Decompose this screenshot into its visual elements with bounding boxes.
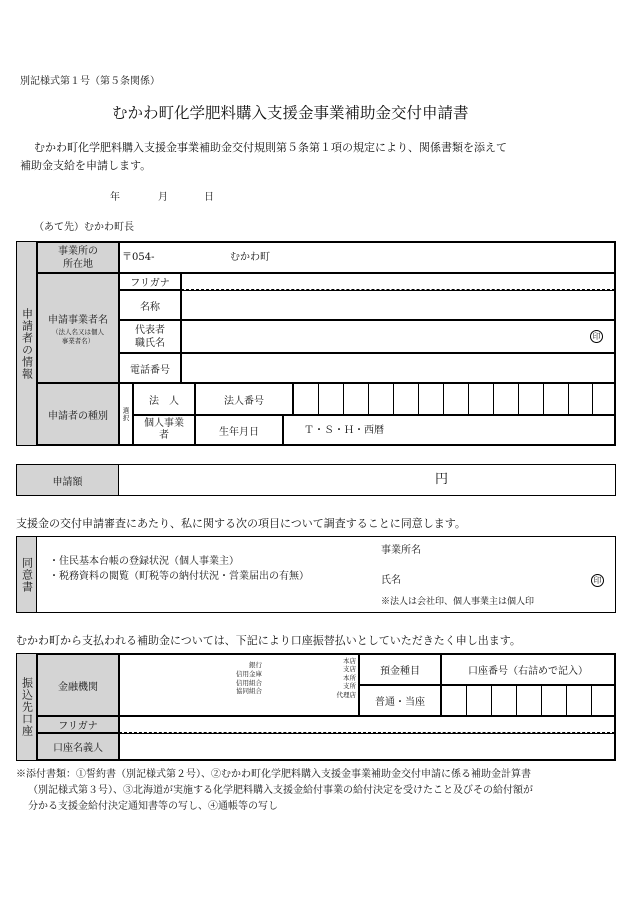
amount-input[interactable] — [119, 465, 615, 495]
yen-unit: 円 — [435, 472, 449, 487]
meisho-label: 名称 — [119, 290, 181, 320]
account-holder-input[interactable] — [119, 733, 615, 760]
phone-label: 電話番号 — [119, 353, 181, 383]
phone-input[interactable] — [181, 353, 615, 383]
consent-section-label: 同意書 — [17, 537, 37, 612]
applicant-name-label: 申請事業者名 （法人名又は個人 事業者名） — [37, 273, 119, 383]
bank-section-label: 振込先口座 — [17, 654, 37, 760]
birthdate-input[interactable] — [283, 415, 615, 445]
footnote-line2: （別記様式第３号）、③北海道が実施する化学肥料購入支援金給付事業の給付決定を受けたこと及びその給付額が — [28, 785, 533, 796]
institution-input[interactable] — [119, 654, 359, 716]
consent-name-label: 氏名 — [381, 575, 401, 586]
amount-table — [16, 464, 616, 496]
consent-item-1: ・住民基本台帳の登録状況（個人事業主） — [49, 556, 239, 567]
account-number-input[interactable] — [441, 685, 615, 716]
consent-item-2: ・税務資料の閲覧（町税等の納付状況・営業届出の有無） — [49, 571, 309, 582]
deposit-type-label: 預金種目 — [359, 654, 441, 685]
date-year-label: 年 — [110, 192, 120, 203]
date-month-label: 月 — [158, 192, 168, 203]
furigana-label: フリガナ — [119, 273, 181, 290]
office-location-label: 事業所の 所在地 — [37, 242, 119, 273]
consent-heading: 支援金の交付申請審査にあたり、私に関する次の項目について調査することに同意します。 — [16, 517, 466, 530]
amount-label: 申請額 — [17, 465, 119, 495]
addressee: （あて先）むかわ町長 — [34, 222, 134, 233]
branch-type-list: 本店 支店 本所 支所 代理店 — [336, 657, 356, 699]
individual-option[interactable]: 個人事業 者 — [133, 415, 195, 445]
corporate-number-label: 法人番号 — [195, 383, 293, 415]
deposit-type-options[interactable]: 普通・当座 — [359, 685, 441, 716]
footnote-line1: ※添付書類：①誓約書（別記様式第２号）、②むかわ町化学肥料購入支援金事業補助金交付申請に係る補助金計算書 — [16, 769, 531, 780]
town-name: むかわ町 — [230, 252, 270, 263]
institution-label: 金融機関 — [37, 654, 119, 716]
seal-mark-icon: 印 — [590, 330, 603, 343]
bank-heading: むかわ町から支払われる補助金については、下記により口座振替払いとしていただきたく申し出ます。 — [16, 634, 521, 647]
consent-seal-icon: 印 — [591, 574, 604, 587]
consent-seal-note: ※法人は会社印、個人事業主は個人印 — [381, 597, 535, 607]
birthdate-label: 生年月日 — [195, 415, 283, 445]
postal-code: 〒054- — [122, 252, 155, 263]
form-number: 別記様式第１号（第５条関係） — [20, 76, 160, 87]
account-number-label: 口座番号（右詰めで記入） — [441, 654, 615, 685]
corporate-number-input[interactable] — [293, 383, 615, 415]
applicant-section-label: 申請者の情報 — [17, 242, 37, 445]
corporation-option[interactable]: 法 人 — [133, 383, 195, 415]
bank-table — [16, 653, 616, 761]
date-day-label: 日 — [204, 192, 214, 203]
select-label: 選択 — [119, 383, 133, 445]
intro-text-line2: 補助金支給を申請します。 — [20, 159, 152, 172]
meisho-input[interactable] — [181, 290, 615, 320]
institution-type-list: 銀行 信用金庫 信用組合 協同組合 — [236, 661, 262, 696]
bank-furigana-label: フリガナ — [37, 716, 119, 733]
consent-table — [16, 536, 616, 613]
furigana-input[interactable] — [181, 273, 615, 290]
applicant-type-label: 申請者の種別 — [37, 383, 119, 445]
representative-label: 代表者 職氏名 — [119, 320, 181, 353]
intro-text-line1: むかわ町化学肥料購入支援金事業補助金交付規則第５条第１項の規定により、関係書類を添えて — [34, 141, 507, 154]
account-holder-label: 口座名義人 — [37, 733, 119, 760]
consent-office-name-label: 事業所名 — [381, 545, 421, 556]
bank-furigana-input[interactable] — [119, 716, 615, 733]
representative-input[interactable] — [181, 320, 615, 353]
applicant-table — [16, 241, 616, 446]
footnote-line3: 分かる支援金給付決定通知書等の写し、④通帳等の写し — [28, 801, 278, 812]
office-location-field[interactable] — [119, 242, 615, 273]
era-options: Ｔ・Ｓ・Ｈ・西暦 — [304, 425, 384, 436]
page-title: むかわ町化学肥料購入支援金事業補助金交付申請書 — [112, 104, 469, 122]
